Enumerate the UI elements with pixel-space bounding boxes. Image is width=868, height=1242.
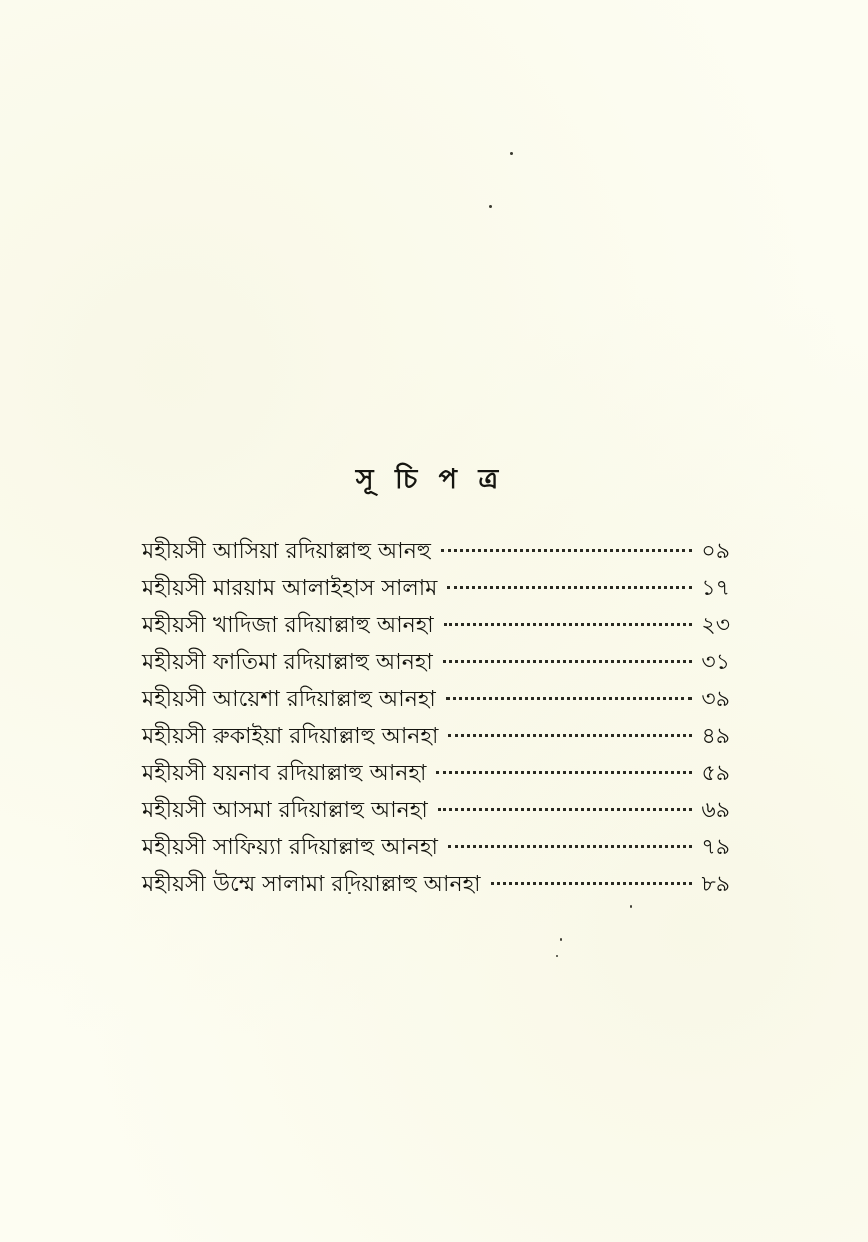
toc-dot-leader xyxy=(436,771,692,774)
toc-entry-page: ১৭ xyxy=(701,576,730,601)
toc-entry xyxy=(142,792,730,829)
toc-entry-page: ২৩ xyxy=(701,613,730,638)
toc-dot-leader xyxy=(443,660,692,663)
toc-entry xyxy=(142,718,730,755)
paper-speck xyxy=(489,205,492,208)
toc-dot-leader xyxy=(441,549,692,552)
toc-dot-leader xyxy=(446,697,692,700)
toc-dot-leader xyxy=(438,808,692,811)
toc-dot-leader xyxy=(447,586,692,589)
toc-entry-page: ৬৯ xyxy=(701,798,730,823)
toc-entry-name: মহীয়সী আয়েশা রদিয়াল্লাহু আনহা xyxy=(142,687,436,712)
toc-entry xyxy=(142,570,730,607)
toc-entry xyxy=(142,866,730,903)
toc-entry xyxy=(142,607,730,644)
toc-entry-name: মহীয়সী আসমা রদিয়াল্লাহু আনহা xyxy=(142,798,428,823)
paper-speck xyxy=(560,938,562,941)
toc-dot-leader xyxy=(491,882,692,885)
toc-entry-name: মহীয়সী আসিয়া রদিয়াল্লাহু আনহু xyxy=(142,539,431,564)
toc-entry-page: ০৯ xyxy=(701,539,730,564)
toc-entry-name: মহীয়সী ফাতিমা রদিয়াল্লাহু আনহা xyxy=(142,650,433,675)
toc-entry-name: মহীয়সী সাফিয়্যা রদিয়াল্লাহু আনহা xyxy=(142,835,438,860)
toc-entry xyxy=(142,644,730,681)
toc-entry-page: ৭৯ xyxy=(701,835,730,860)
toc-entry xyxy=(142,755,730,792)
toc-list xyxy=(142,533,730,903)
toc-entry-page: ৩৯ xyxy=(701,687,730,712)
toc-dot-leader xyxy=(448,845,692,848)
toc-entry xyxy=(142,829,730,866)
paper-speck xyxy=(510,152,513,155)
toc-entry-name: মহীয়সী রুকাইয়া রদিয়াল্লাহু আনহা xyxy=(142,724,439,749)
toc-entry-name: মহীয়সী উম্মে সালামা রদিয়াল্লাহু আনহা xyxy=(142,872,481,897)
toc-entry xyxy=(142,681,730,718)
toc-dot-leader xyxy=(448,734,692,737)
toc-dot-leader xyxy=(444,623,692,626)
toc-entry-name: মহীয়সী যয়নাব রদিয়াল্লাহু আনহা xyxy=(142,761,427,786)
toc-entry xyxy=(142,533,730,570)
toc-entry-name: মহীয়সী খাদিজা রদিয়াল্লাহু আনহা xyxy=(142,613,434,638)
toc-entry-page: ৪৯ xyxy=(701,724,730,749)
toc-entry-page: ৫৯ xyxy=(701,761,730,786)
toc-entry-name: মহীয়সী মারয়াম আলাইহাস সালাম xyxy=(142,576,438,601)
toc-title: সূ চি প ত্র xyxy=(355,464,505,495)
paper-speck xyxy=(630,905,632,908)
toc-entry-page: ৮৯ xyxy=(701,872,730,897)
toc-entry-page: ৩১ xyxy=(701,650,730,675)
paper-speck xyxy=(556,955,558,957)
